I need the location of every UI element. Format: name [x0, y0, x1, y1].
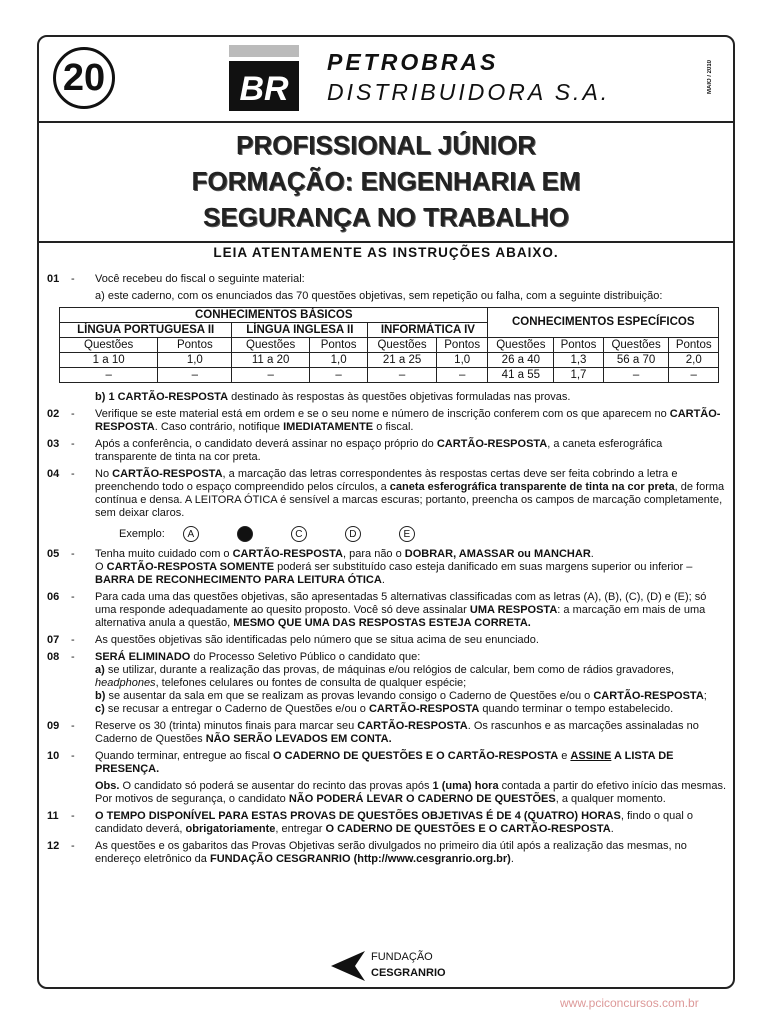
- table-cell: 21 a 25: [368, 353, 437, 368]
- table-row: [60, 353, 719, 368]
- instructions-heading: LEIA ATENTAMENTE AS INSTRUÇÕES ABAIXO.: [213, 245, 559, 260]
- subject-portuguese: LÍNGUA PORTUGUESA II: [60, 323, 232, 338]
- bubble-e-icon: E: [399, 526, 415, 542]
- table-cell: –: [158, 368, 232, 383]
- exam-date: MAIO / 2010: [707, 60, 713, 95]
- instruction-item-03: 03 - Após a conferência, o candidato deverá assinar no espaço próprio do CARTÃO-RESPOSTA, a caneta esferográfica transparente de tinta na cor preta.: [47, 438, 663, 463]
- table-cell: –: [232, 368, 310, 383]
- svg-text:BR: BR: [239, 70, 289, 108]
- col-header: Questões: [368, 338, 437, 353]
- item-01-b: b) 1 CARTÃO-RESPOSTA destinado às respostas às questões objetivas formuladas nas provas.: [95, 391, 571, 403]
- table-cell: –: [60, 368, 158, 383]
- instruction-item-05: 05 - Tenha muito cuidado com o CARTÃO-RESPOSTA, para não o DOBRAR, AMASSAR ou MANCHAR. O CARTÃO-RESPOSTA SOMENTE poderá ser substituído caso esteja danificado em suas margens superior ou inferior – BARRA DE RECONHECIMENTO PARA LEITURA ÓTICA.: [47, 548, 693, 586]
- table-cell: 1 a 10: [60, 353, 158, 368]
- table-cell: 11 a 20: [232, 353, 310, 368]
- col-header: Questões: [603, 338, 669, 353]
- company-name: PETROBRAS: [327, 49, 499, 75]
- instruction-item-11: 11 - O TEMPO DISPONÍVEL PARA ESTAS PROVAS DE QUESTÕES OBJETIVAS É DE 4 (QUATRO) HORAS, findo o qual o candidato deverá, obrigatoriamente, entregar O CADERNO DE QUESTÕES E O CARTÃO-RESPOSTA.: [47, 810, 694, 835]
- table-cell: 56 a 70: [603, 353, 669, 368]
- item-01-a: a) este caderno, com os enunciados das 70 questões objetivas, sem repetição ou falha, com a seguinte distribuição:: [95, 290, 663, 302]
- table-header-row: [60, 338, 719, 353]
- instruction-item-01: 01 - Você recebeu do fiscal o seguinte material:: [47, 273, 305, 285]
- company-subname: DISTRIBUIDORA S.A.: [327, 79, 611, 105]
- table-cell: –: [669, 368, 719, 383]
- item-10-obs: Obs. O candidato só poderá se ausentar do recinto das provas após 1 (uma) hora contada a partir do efetivo início das mesmas. Por motivos de segurança, o candidato NÃO PODERÁ LEVAR O CADERNO DE QUESTÕES, a qualquer momento.: [95, 780, 727, 805]
- example-label: Exemplo:: [119, 527, 165, 540]
- instructions-content: [47, 273, 727, 870]
- table-cell: –: [368, 368, 437, 383]
- bubble-filled-icon: [237, 526, 253, 542]
- org-line-1: FUNDAÇÃO: [371, 951, 433, 963]
- col-header: Pontos: [309, 338, 367, 353]
- bubble-a-icon: A: [183, 526, 199, 542]
- bubble-d-icon: D: [345, 526, 361, 542]
- col-header: Pontos: [669, 338, 719, 353]
- title-line-3: SEGURANÇA NO TRABALHO: [203, 202, 569, 232]
- subject-english: LÍNGUA INGLESA II: [232, 323, 368, 338]
- instruction-item-10: 10 - Quando terminar, entregue ao fiscal O CADERNO DE QUESTÕES E O CARTÃO-RESPOSTA e ASSINE A LISTA DE PRESENÇA.: [47, 750, 674, 775]
- table-cell: –: [436, 368, 488, 383]
- org-line-2: CESGRANRIO: [371, 967, 446, 979]
- col-header: Questões: [488, 338, 554, 353]
- title-line-1: PROFISSIONAL JÚNIOR: [235, 130, 536, 160]
- cesgranrio-logo: [331, 949, 451, 985]
- table-cell: 1,0: [158, 353, 232, 368]
- item-number: 01: [47, 273, 60, 285]
- col-header: Questões: [60, 338, 158, 353]
- instruction-item-04: 04 - No CARTÃO-RESPOSTA, a marcação das letras correspondentes às respostas certas deve ser feita cobrindo a letra e preenchendo todo o espaço compreendido pelos círculos, a caneta esferográfica transparente de tinta na cor preta, de forma contínua e densa. A LEITORA ÓTICA é sensível a marcas escuras; portanto, preencha os campos de marcação completamente, sem deixar claros.: [47, 468, 725, 519]
- bubble-c-icon: C: [291, 526, 307, 542]
- table-cell: 1,0: [309, 353, 367, 368]
- subject-informatics: INFORMÁTICA IV: [368, 323, 488, 338]
- table-cell: 41 a 55: [488, 368, 554, 383]
- table-cell: 2,0: [669, 353, 719, 368]
- instruction-item-08: 08 - SERÁ ELIMINADO do Processo Seletivo Público o candidato que: a) se utilizar, durante a realização das provas, de máquinas e/ou relógios de calcular, bem como de rádios gravadores, headphones, telefones celulares ou fontes de consulta de qualquer espécie; b) se ausentar da sala em que se realizam as provas levando consigo o Caderno de Questões e/ou o CARTÃO-RESPOSTA; c) se recusar a entregar o Caderno de Questões e/ou o CARTÃO-RESPOSTA quando terminar o tempo estabelecido.: [47, 651, 707, 715]
- col-header: Pontos: [554, 338, 603, 353]
- cesgranrio-arrow-icon: [331, 949, 367, 983]
- table-cell: –: [603, 368, 669, 383]
- instruction-item-06: 06 - Para cada uma das questões objetivas, são apresentadas 5 alternativas classificadas com as letras (A), (B), (C), (D) e (E); só uma responde adequadamente ao quesito proposto. Você só deve assinalar UMA RESPOSTA: a marcação em mais de uma alternativa anula a questão, MESMO QUE UMA DAS RESPOSTAS ESTEJA CORRETA.: [47, 591, 707, 629]
- col-header: Pontos: [436, 338, 488, 353]
- basic-knowledge-header: CONHECIMENTOS BÁSICOS: [60, 308, 488, 323]
- br-logo-icon: [229, 45, 299, 111]
- table-cell: 1,7: [554, 368, 603, 383]
- marking-example: [119, 526, 727, 542]
- instruction-item-09: 09 - Reserve os 30 (trinta) minutos finais para marcar seu CARTÃO-RESPOSTA. Os rascunhos e as marcações assinaladas no Caderno de Questões NÃO SERÃO LEVADOS EM CONTA.: [47, 720, 699, 745]
- col-header: Pontos: [158, 338, 232, 353]
- page-frame: [37, 35, 735, 989]
- header: [39, 37, 733, 123]
- table-cell: 26 a 40: [488, 353, 554, 368]
- instruction-item-07: 07 - As questões objetivas são identificadas pelo número que se situa acima de seu enunciado.: [47, 634, 539, 646]
- exam-number: 20: [53, 47, 115, 109]
- table-cell: –: [309, 368, 367, 383]
- table-cell: 1,0: [436, 353, 488, 368]
- instruction-item-12: 12 - As questões e os gabaritos das Provas Objetivas serão divulgados no primeiro dia útil após a realização das mesmas, no endereço eletrônico da FUNDAÇÃO CESGRANRIO (http://www.cesgranrio.org.br).: [47, 840, 687, 865]
- question-distribution-table: [59, 307, 719, 383]
- item-text: Você recebeu do fiscal o seguinte material:: [95, 273, 305, 285]
- table-cell: 1,3: [554, 353, 603, 368]
- title-box: [39, 125, 733, 243]
- source-site-link[interactable]: www.pciconcursos.com.br: [560, 996, 699, 1010]
- instruction-item-02: 02 - Verifique se este material está em ordem e se o seu nome e número de inscrição conferem com os que aparecem no CARTÃO-RESPOSTA. Caso contrário, notifique IMEDIATAMENTE o fiscal.: [47, 408, 721, 433]
- title-line-2: FORMAÇÃO: ENGENHARIA EM: [191, 166, 581, 196]
- col-header: Questões: [232, 338, 310, 353]
- specific-knowledge-header: CONHECIMENTOS ESPECÍFICOS: [488, 308, 719, 338]
- table-row: [60, 368, 719, 383]
